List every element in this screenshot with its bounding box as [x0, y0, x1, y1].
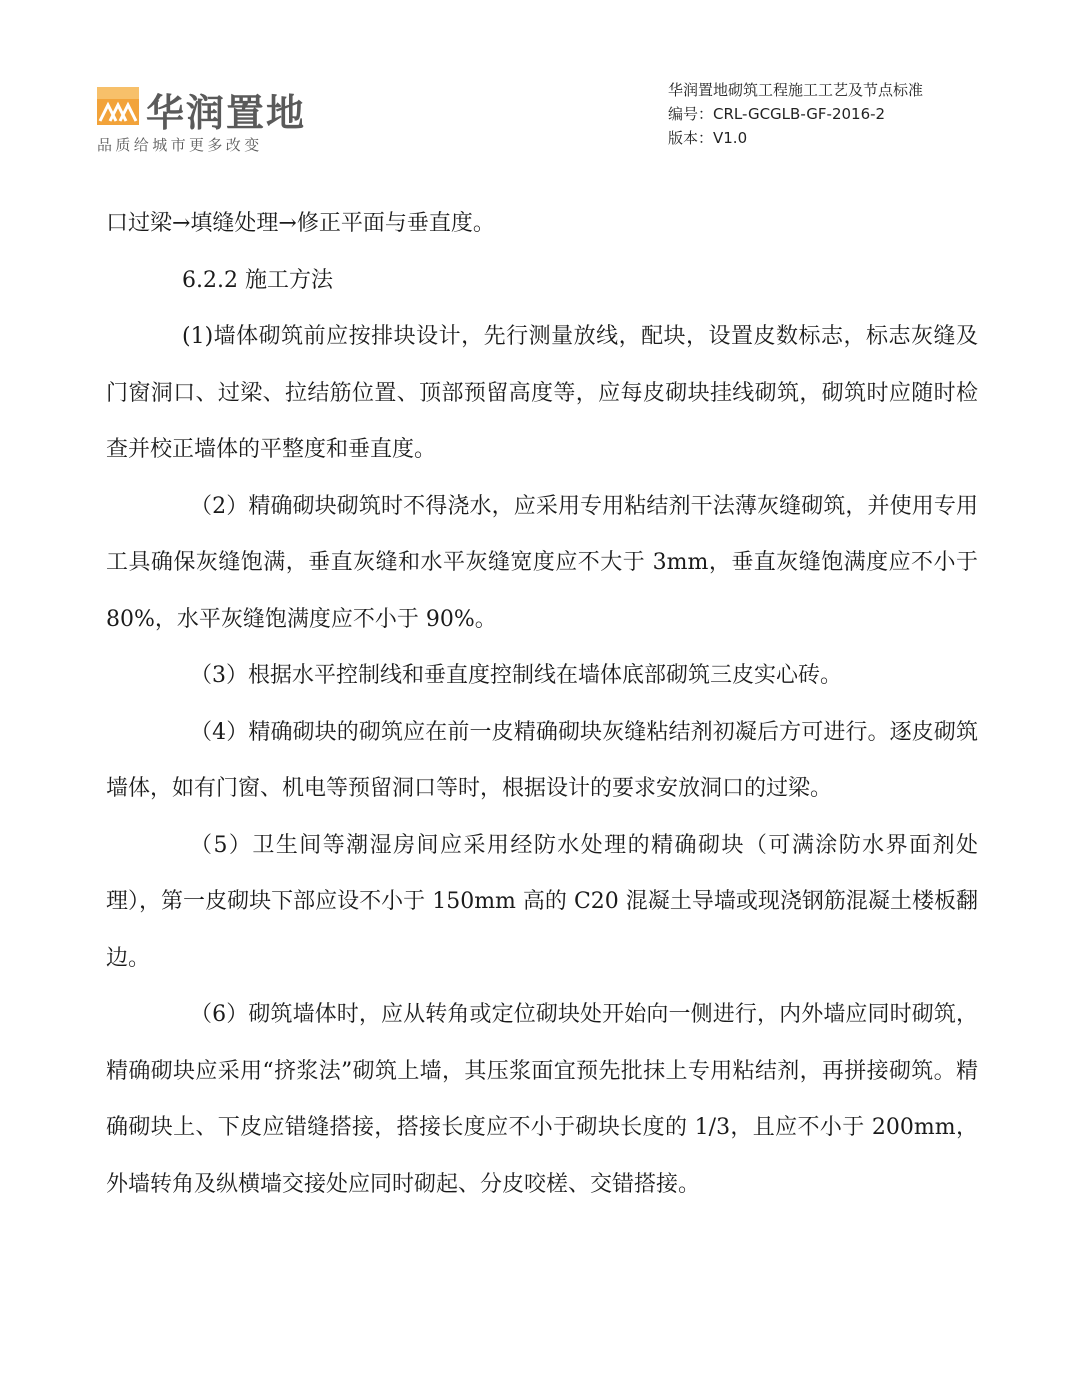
document-version: 版本：V1.0	[668, 129, 748, 147]
document-body	[106, 196, 978, 1213]
paragraph-continuation: 口过梁→填缝处理→修正平面与垂直度。	[106, 211, 495, 236]
document-title: 华润置地砌筑工程施工工艺及节点标准	[668, 81, 924, 99]
paragraph-2: （2）精确砌块砌筑时不得浇水，应采用专用粘结剂干法薄灰缝砌筑，并使用专用工具确保灰缝饱满，垂直灰缝和水平灰缝宽度应不大于 3mm，垂直灰缝饱满度应不小于 80%，水平灰缝饱满度应不小于 90%。	[106, 493, 978, 632]
paragraph-3: （3）根据水平控制线和垂直度控制线在墙体底部砌筑三皮实心砖。	[190, 663, 842, 688]
paragraph-6: （6）砌筑墙体时，应从转角或定位砌块处开始向一侧进行，内外墙应同时砌筑，精确砌块应采用“挤浆法”砌筑上墙，其压浆面宜预先批抹上专用粘结剂，再拼接砌筑。精确砌块上、下皮应错缝搭接，搭接长度应不小于砌块长度的 1/3，且应不小于 200mm，外墙转角及纵横墙交接处应同时砌起、分皮咬槎、交错搭接。	[106, 1002, 978, 1197]
paragraph-4: （4）精确砌块的砌筑应在前一皮精确砌块灰缝粘结剂初凝后方可进行。逐皮砌筑墙体，如有门窗、机电等预留洞口等时，根据设计的要求安放洞口的过梁。	[106, 719, 978, 801]
document-info	[668, 78, 923, 150]
page-header	[0, 0, 1080, 170]
company-name: 华润置地	[146, 91, 307, 135]
paragraph-1: (1)墙体砌筑前应按排块设计，先行测量放线，配块，设置皮数标志，标志灰缝及门窗洞口、过梁、拉结筋位置、顶部预留高度等，应每皮砌块挂线砌筑，砌筑时应随时检查并校正墙体的平整度和垂直度。	[106, 324, 978, 462]
paragraph-5: （5）卫生间等潮湿房间应采用经防水处理的精确砌块（可满涂防水界面剂处理），第一皮砌块下部应设不小于 150mm 高的 C20 混凝土导墙或现浇钢筋混凝土楼板翻边。	[106, 832, 978, 971]
document-number: 编号：CRL-GCGLB-GF-2016-2	[668, 105, 886, 123]
company-logo-icon	[97, 87, 139, 125]
company-slogan: 品质给城市更多改变	[97, 136, 263, 154]
section-heading: 6.2.2 施工方法	[182, 267, 333, 293]
